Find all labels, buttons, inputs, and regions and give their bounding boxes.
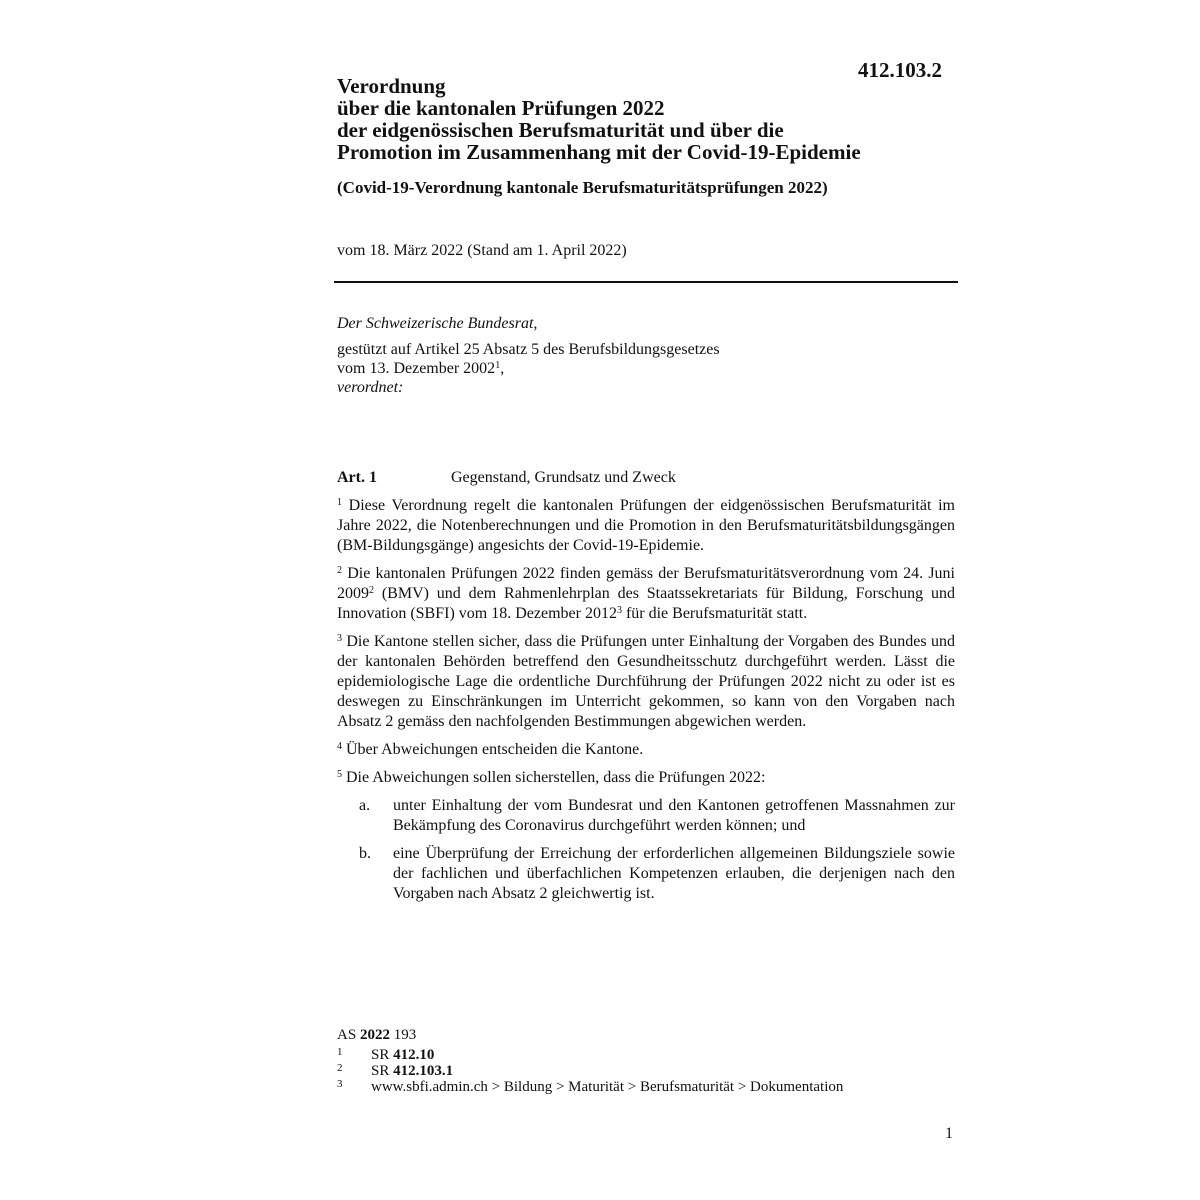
ordinance-date: vom 18. März 2022 (Stand am 1. April 2022)	[337, 242, 627, 259]
paragraph-text: Die kantonalen Prüfungen 2022 finden gemäss der Berufsmaturitätsverordnung vom 24. Juni 2009	[337, 565, 955, 602]
title-line: Promotion im Zusammenhang mit der Covid-19-Epidemie	[337, 140, 861, 164]
paragraph-number: 2	[337, 565, 342, 576]
list-text: eine Überprüfung der Erreichung der erforderlichen allgemeinen Bildungsziele sowie der fachlichen und überfachlichen Kompetenzen erlauben, die derjenigen nach den Vorgaben nach Absatz 2 gleichwertig ist.	[393, 845, 955, 902]
preamble	[337, 314, 957, 397]
sr-number: 412.103.2	[858, 58, 942, 82]
paragraph-5	[337, 768, 955, 788]
header-divider	[334, 281, 958, 283]
paragraph-number: 5	[337, 769, 342, 780]
as-page: 193	[389, 1027, 417, 1043]
article-number: Art. 1	[337, 469, 377, 486]
footnote-number: 2	[337, 1062, 343, 1074]
list-letter: b.	[359, 845, 371, 862]
title-line: der eidgenössischen Berufsmaturität und über die	[337, 118, 784, 142]
list-item	[337, 844, 955, 904]
footnote	[337, 1063, 843, 1079]
footnote-text: SR	[371, 1063, 394, 1079]
footnote-number: 1	[337, 1046, 343, 1058]
paragraph-3	[337, 632, 955, 732]
paragraph-number: 1	[337, 497, 342, 508]
list-item	[337, 796, 955, 836]
as-year: 2022	[359, 1027, 390, 1043]
legal-basis-line: gestützt auf Artikel 25 Absatz 5 des Berufsbildungsgesetzes	[337, 341, 720, 358]
legal-basis-line	[337, 359, 957, 378]
list-text: unter Einhaltung der vom Bundesrat und den Kantonen getroffenen Massnahmen zur Bekämpfung des Coronavirus durchgeführt werden können; und	[393, 797, 955, 834]
enacting-formula: verordnet:	[337, 379, 404, 396]
paragraph-text: Die Abweichungen sollen sicherstellen, dass die Prüfungen 2022:	[342, 769, 766, 786]
footnote	[337, 1079, 843, 1095]
footnote-link[interactable]: www.sbfi.admin.ch > Bildung > Maturität > Berufsmaturität > Dokumentation	[371, 1079, 844, 1095]
paragraph-text: Diese Verordnung regelt die kantonalen Prüfungen der eidgenössischen Berufsmaturität im Jahre 2022, die Notenberechnungen und die Promotion in den Berufsmaturitätsbildungsgängen (BM-Bildungsgänge) angesichts der Covid-19-Epidemie.	[337, 497, 955, 554]
paragraph-text: Über Abweichungen entscheiden die Kantone.	[342, 741, 644, 758]
short-title: (Covid-19-Verordnung kantonale Berufsmaturitätsprüfungen 2022)	[337, 178, 828, 197]
paragraph-2	[337, 564, 955, 624]
footnote-ref-number[interactable]: 412.10	[393, 1047, 435, 1063]
legal-basis-date: vom 13. Dezember 2002	[337, 360, 496, 377]
ordinance-title	[337, 75, 962, 163]
paragraph-text: Die Kantone stellen sicher, dass die Prüfungen unter Einhaltung der Vorgaben des Bundes und der kantonalen Behörden betreffend den Gesundheitsschutz durchgeführt werden. Lässt die epidemiologische Lage die ordentliche Durchführung der Prüfungen 2022 nicht zu oder ist es deswegen zu Einschränkungen im Unterricht gekommen, so kann von den Vorgaben nach Absatz 2 gemäss den nachfolgenden Bestimmungen abgewichen werden.	[337, 633, 955, 730]
article-heading	[337, 469, 957, 487]
issuer: Der Schweizerische Bundesrat,	[337, 315, 538, 332]
footnote-number: 3	[337, 1078, 343, 1090]
footnote-ref[interactable]: 2	[369, 585, 374, 596]
as-prefix: AS	[337, 1027, 360, 1043]
paragraph-4	[337, 740, 955, 760]
paragraph-text: für die Berufsmaturität statt.	[621, 605, 808, 622]
footnote	[337, 1047, 843, 1063]
paragraph-text: (BMV) und dem Rahmenlehrplan des Staatssekretariats für Bildung, Forschung und Innovation (SBFI) vom 18. Dezember 2012	[337, 585, 955, 622]
paragraph-1	[337, 496, 955, 556]
list-letter: a.	[359, 797, 371, 814]
legal-basis-end: ,	[500, 360, 505, 377]
footnote-ref-number[interactable]: 412.103.1	[393, 1063, 454, 1079]
article-title: Gegenstand, Grundsatz und Zweck	[451, 469, 676, 486]
footnote-text: SR	[371, 1047, 394, 1063]
page-number: 1	[945, 1125, 953, 1142]
paragraph-number: 4	[337, 741, 342, 752]
footnote-ref[interactable]: 1	[495, 360, 501, 371]
official-collection-ref	[337, 1027, 843, 1044]
title-line: über die kantonalen Prüfungen 2022	[337, 96, 665, 120]
footnotes	[337, 1027, 843, 1095]
article-body	[337, 496, 955, 912]
footnote-ref[interactable]: 3	[616, 605, 622, 616]
title-line: Verordnung	[337, 74, 446, 98]
paragraph-number: 3	[337, 633, 342, 644]
